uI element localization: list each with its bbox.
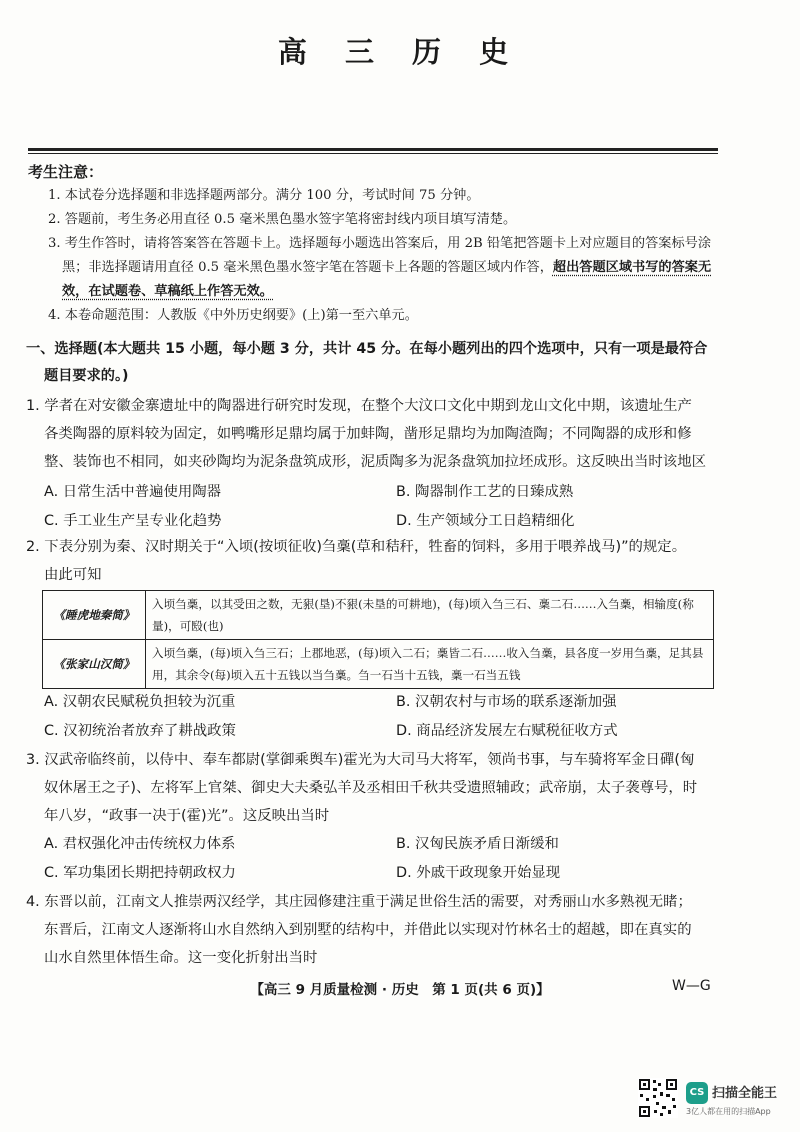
question-1-line-3: 整、装饰也不相同，如夹砂陶均为泥条盘筑成形，泥质陶多为泥条盘筑加拉坯成形。这反映出当时该地区 xyxy=(44,454,706,470)
notice-item-3 xyxy=(28,232,718,304)
page-footer: 【高三 9 月质量检测 · 历史 第 1 页(共 6 页)】 xyxy=(250,982,550,998)
question-2-stem xyxy=(26,533,718,589)
section-heading-line-1: 一、选择题(本大题共 15 小题，每小题 3 分，共计 45 分。在每小题列出的四个选项中，只有一项是最符合 xyxy=(26,341,708,357)
camscanner-slogan: 3亿人都在用的扫描App xyxy=(686,1107,771,1116)
table-row xyxy=(43,640,714,689)
question-3-stem xyxy=(26,746,718,830)
notice-item-2: 2. 答题前，考生务必用直径 0.5 毫米黑色墨水签字笔将密封线内项目填写清楚。 xyxy=(48,212,517,227)
question-2-line-1: 2. 下表分别为秦、汉时期关于“入顷(按顷征收)刍稾(草和秸秆，牲畜的饲料，多用于喂养战马)”的规定。 xyxy=(26,539,687,555)
table-cell-source-name: 《睡虎地秦简》 xyxy=(43,591,146,640)
question-1-option-d[interactable]: D. 生产领域分工日趋精细化 xyxy=(396,513,575,529)
question-3-option-d[interactable]: D. 外戚干政现象开始显现 xyxy=(396,865,561,881)
notice-item-3-text: 3. 考生作答时，请将答案答在答题卡上。选择题每小题选出答案后，用 2B 铅笔把答题卡上对应题目的答案标号涂黑；非选择题请用直径 0.5 毫米黑色墨水签字笔在答题卡上各题的答题区域内作答， xyxy=(48,236,712,275)
scanner-watermark xyxy=(638,1078,798,1122)
question-1-option-a[interactable]: A. 日常生活中普遍使用陶器 xyxy=(44,484,222,500)
source-table xyxy=(42,590,714,689)
question-4-line-1: 4. 东晋以前，江南文人推崇两汉经学，其庄园修建注重于满足世俗生活的需要，对秀丽山水多熟视无睹； xyxy=(26,894,692,910)
table-cell-source-text: 入顷刍稾，以其受田之数，无豤(垦)不豤(未垦的可耕地)，(每)顷入刍三石、稾二石……入刍稾，相输度(称量)，可殹(也) xyxy=(146,591,714,640)
notice-item-1: 1. 本试卷分选择题和非选择题两部分。满分 100 分，考试时间 75 分钟。 xyxy=(48,188,480,203)
notice-item-4: 4. 本卷命题范围：人教版《中外历史纲要》(上)第一至六单元。 xyxy=(48,308,418,323)
camscanner-logo-icon: CS xyxy=(686,1082,708,1104)
camscanner-name: 扫描全能王 xyxy=(712,1086,778,1101)
notice-block xyxy=(28,160,718,328)
table-cell-source-name: 《张家山汉简》 xyxy=(43,640,146,689)
question-3-option-b[interactable]: B. 汉匈民族矛盾日渐缓和 xyxy=(396,836,559,852)
question-1-option-b[interactable]: B. 陶器制作工艺的日臻成熟 xyxy=(396,484,574,500)
question-4-line-3: 山水自然里体悟生命。这一变化折射出当时 xyxy=(44,950,318,966)
question-4-stem xyxy=(26,888,718,972)
question-3-option-c[interactable]: C. 军功集团长期把持朝政权力 xyxy=(44,865,236,881)
question-1-option-c[interactable]: C. 手工业生产呈专业化趋势 xyxy=(44,513,222,529)
section-heading-line-2: 题目要求的。) xyxy=(44,368,129,384)
page-title: 高 三 历 史 xyxy=(277,35,523,69)
question-1-line-1: 1. 学者在对安徽金寨遗址中的陶器进行研究时发现，在整个大汶口文化中期到龙山文化中期，该遗址生产 xyxy=(26,398,692,414)
question-3-option-a[interactable]: A. 君权强化冲击传统权力体系 xyxy=(44,836,236,852)
table-cell-source-text: 入顷刍稾，(每)顷入刍三石；上郡地恶，(每)顷入二石；稾皆二石……收入刍稾，县各度一岁用刍稾，足其县用，其余令(每)顷入五十五钱以当刍稾。刍一石当十五钱，稾一石当五钱 xyxy=(146,640,714,689)
question-2-option-a[interactable]: A. 汉朝农民赋税负担较为沉重 xyxy=(44,694,236,710)
section-heading xyxy=(26,336,716,390)
question-3-line-2: 奴休屠王之子)、左将军上官桀、御史大夫桑弘羊及丞相田千秋共受遗照辅政；武帝崩，太子袭尊号，时 xyxy=(44,780,698,796)
paper-code: W—G xyxy=(672,978,711,994)
question-2-options xyxy=(44,690,716,748)
question-3-line-1: 3. 汉武帝临终前，以侍中、奉车都尉(掌御乘舆车)霍光为大司马大将军，领尚书事，与车骑将军金日磾(匈 xyxy=(26,752,695,768)
qr-code-icon xyxy=(638,1078,678,1118)
notice-item-3-emphasis: 超出答题区域书写的答案无效，在试题卷、草稿纸上作答无效。 xyxy=(62,260,712,299)
header-rule-thick xyxy=(28,148,718,151)
question-2-option-b[interactable]: B. 汉朝农村与市场的联系逐渐加强 xyxy=(396,694,617,710)
question-1-options xyxy=(44,480,716,538)
question-1-line-2: 各类陶器的原料较为固定，如鸭嘴形足鼎均属于加蚌陶，凿形足鼎均为加陶渣陶；不同陶器的成形和修 xyxy=(44,426,692,442)
question-2-line-2: 由此可知 xyxy=(44,567,102,583)
notice-heading: 考生注意： xyxy=(28,163,104,181)
question-3-line-3: 年八岁，“政事一决于(霍)光”。这反映出当时 xyxy=(44,808,330,824)
question-2-option-c[interactable]: C. 汉初统治者放弃了耕战政策 xyxy=(44,723,236,739)
question-2-option-d[interactable]: D. 商品经济发展左右赋税征收方式 xyxy=(396,723,618,739)
question-4-line-2: 东晋后，江南文人逐渐将山水自然纳入到别墅的结构中，并借此以实现对竹林名士的超越，即在真实的 xyxy=(44,922,692,938)
header-rule-thin xyxy=(28,153,718,154)
question-1-stem xyxy=(26,392,718,476)
table-row xyxy=(43,591,714,640)
question-3-options xyxy=(44,832,716,890)
